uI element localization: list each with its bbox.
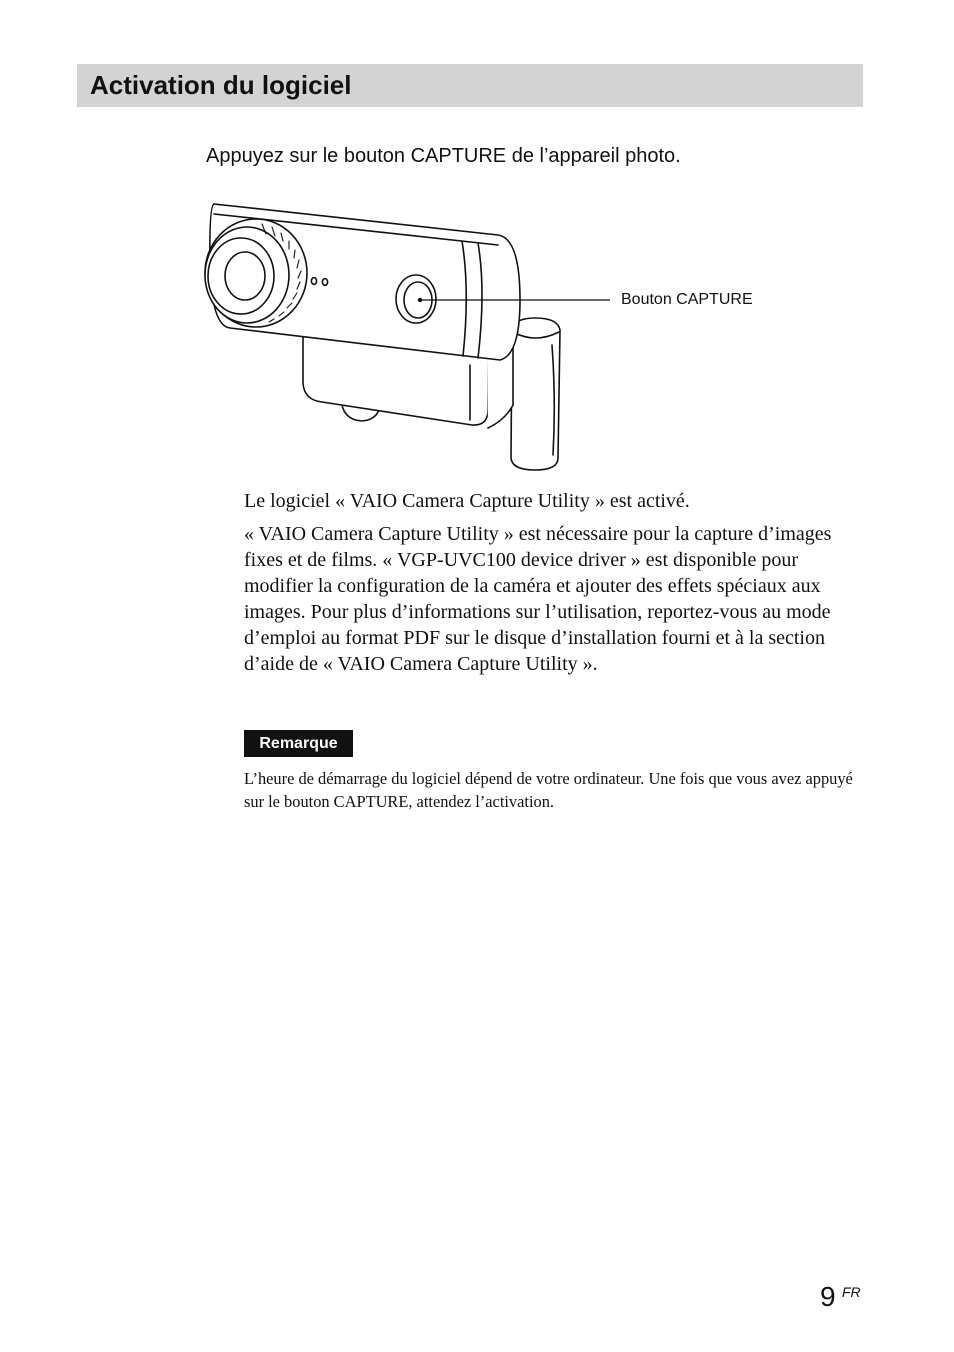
- note-badge: Remarque: [244, 730, 353, 757]
- page-number: 9: [820, 1281, 836, 1312]
- body-paragraph: « VAIO Camera Capture Utility » est nécessaire pour la capture d’images fixes et de films. « VGP-UVC100 device driver » est disponible pour modifier la configuration de la caméra et ajouter des effets spéciaux aux images. Pour plus d’informations sur l’utilisation, reportez-vous au mode d’emploi au format PDF sur le disque d’installation fourni et à la section d’aide de « VAIO Camera Capture Utility ».: [244, 523, 832, 675]
- step-instruction: Appuyez sur le bouton CAPTURE de l’appareil photo.: [206, 145, 681, 167]
- camera-illustration: [195, 192, 795, 477]
- callout-label-capture-button: Bouton CAPTURE: [621, 291, 753, 308]
- section-header: [77, 64, 863, 107]
- note-text: L’heure de démarrage du logiciel dépend de votre ordinateur. Une fois que vous avez appuyé sur le bouton CAPTURE, attendez l’activation.: [244, 769, 853, 811]
- lens-inner: [225, 252, 265, 300]
- indicator-led: [311, 278, 316, 285]
- page-language: FR: [842, 1284, 861, 1300]
- body-paragraph: Le logiciel « VAIO Camera Capture Utility » est activé.: [244, 490, 690, 512]
- section-title: Activation du logiciel: [90, 70, 352, 100]
- indicator-led: [322, 279, 327, 286]
